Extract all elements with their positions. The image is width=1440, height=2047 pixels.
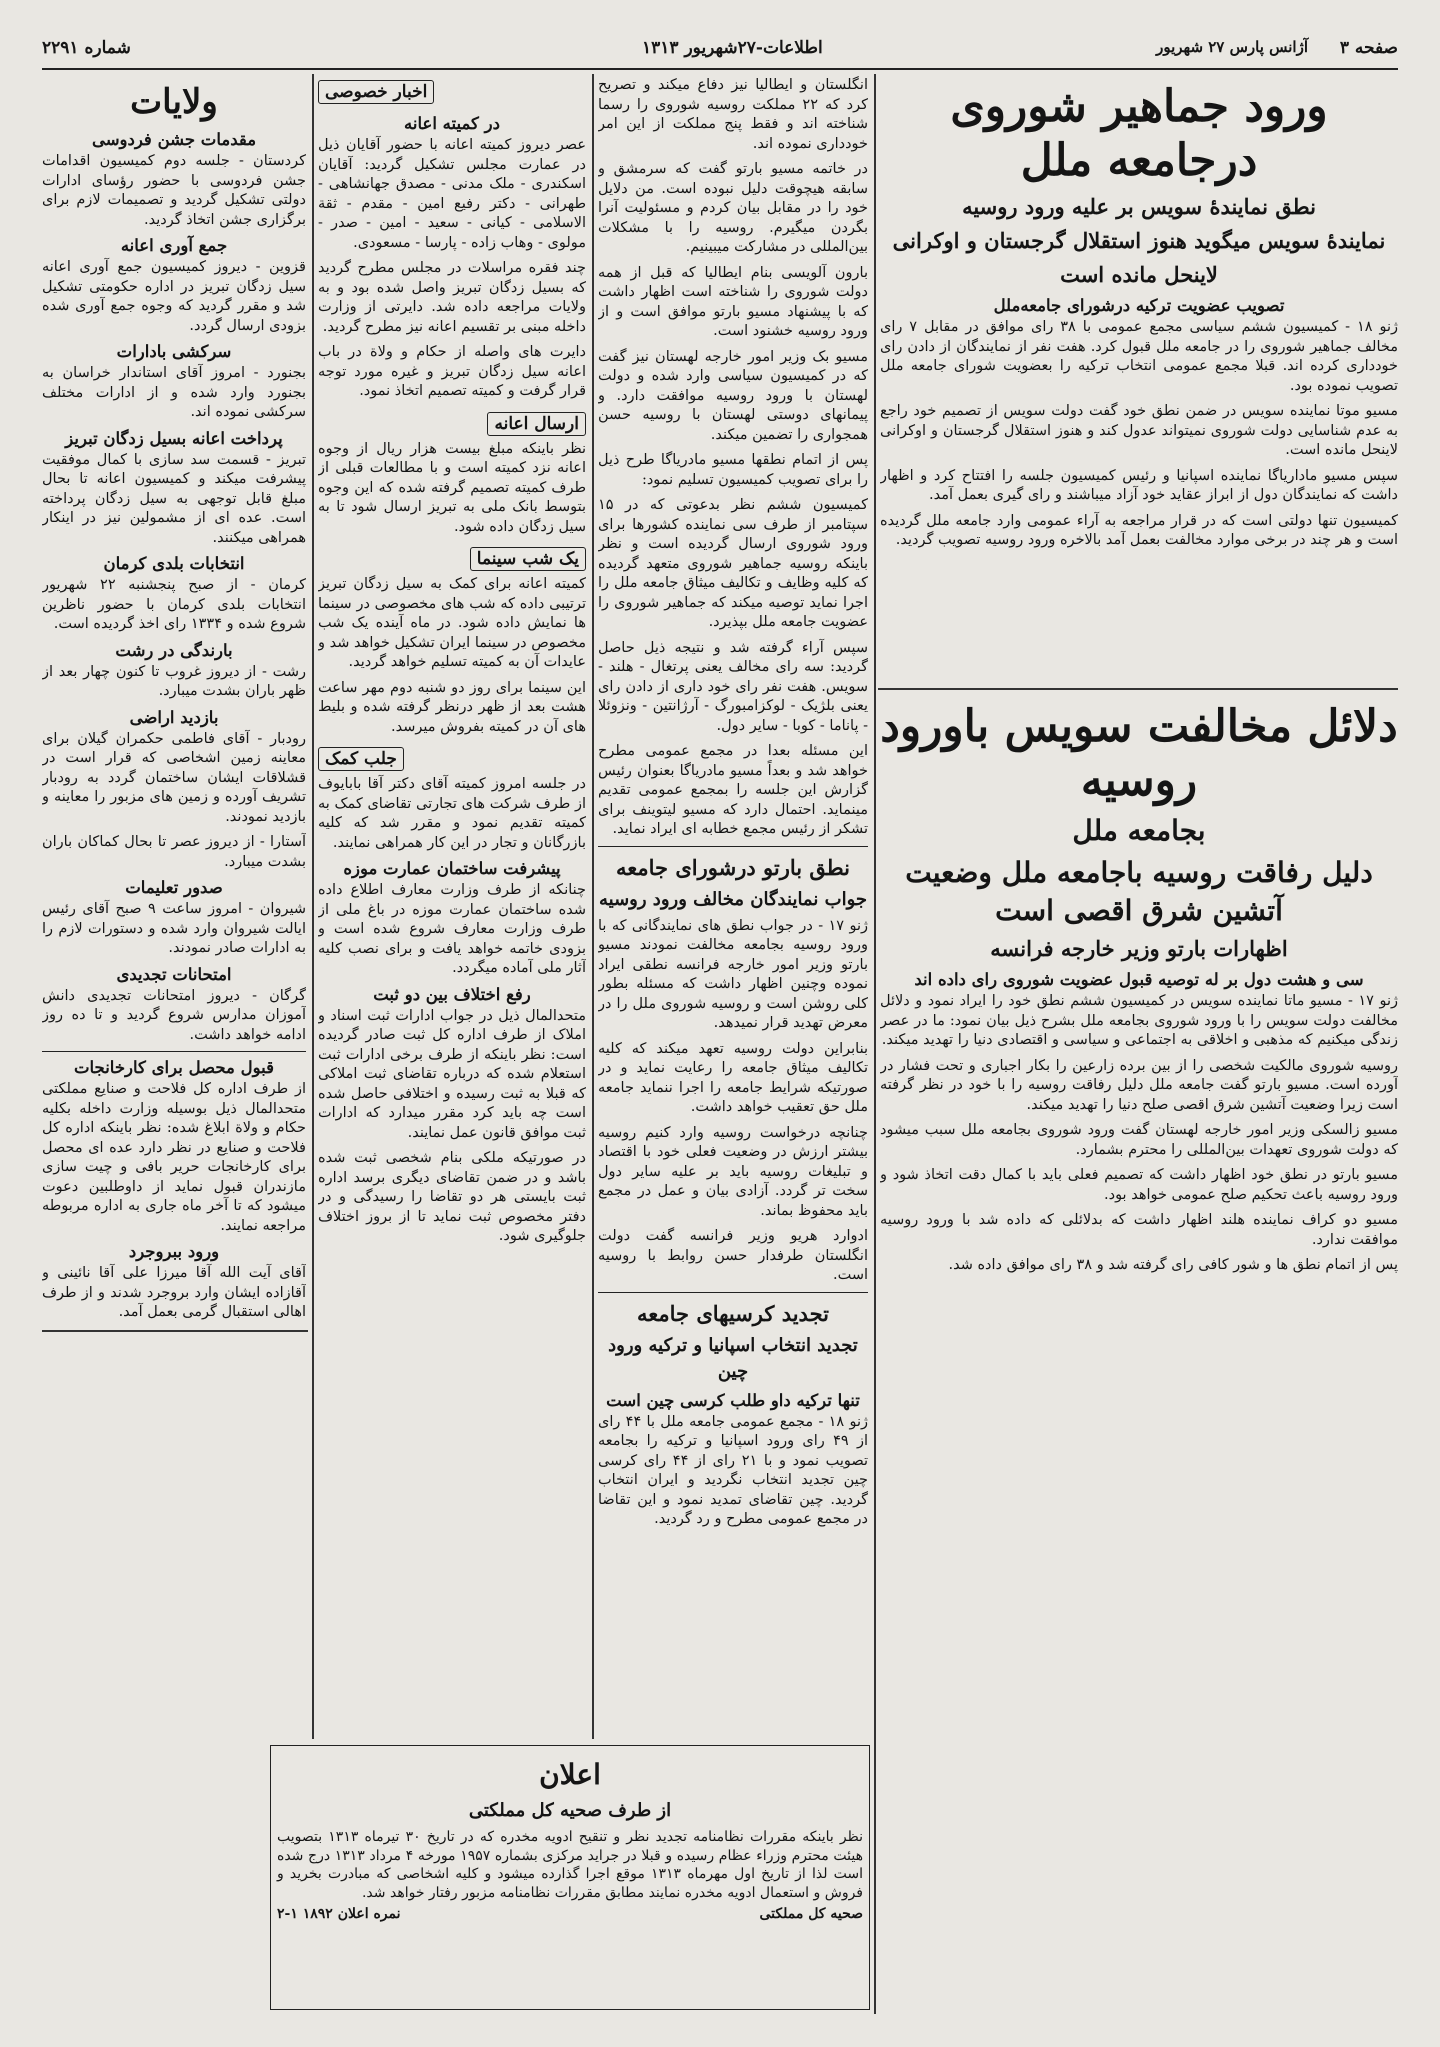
section-heading: مقدمات جشن فردوسی bbox=[91, 130, 257, 149]
column-divider bbox=[592, 74, 594, 1739]
article-paragraph: کرمان - از صبح پنجشنبه ۲۲ شهریور انتخابات بلدی کرمان با حضور ناظرین شروع شده و ۱۳۳۴ رای اخذ گردیده است. bbox=[42, 577, 306, 632]
column-divider bbox=[874, 74, 876, 2014]
article-paragraph: چنانکه از طرف وزارت معارف اطلاع داده شده ساختمان عمارت موزه در باغ ملی از طرف وزارت معارف شروع شده است و بزودی خاتمه خواهد یافت و برای نصب کلیه آثار ملی آماده میگردد. bbox=[318, 882, 586, 976]
article-paragraph: ژنو ۱۷ - مسیو ماتا نماینده سویس در کمیسیون ششم نطق خود را ایراد نمود و دلائل مخالفت دولت سویس را با ورود شوروی بجامعه ملل بشرح ذیل بیان نمود: ما در عصر زندگی میکنیم که مذهبی و اخلاقی به اجتماعی و سیاسی و اقتصادی دنیا را تهدید میکند. bbox=[880, 993, 1398, 1048]
subheadline: جواب نمایندگان مخالف ورود روسیه bbox=[598, 888, 867, 910]
article-paragraph: مسیو دو کراف نماینده هلند اظهار داشت که بدلائلی که داده شد با ورود روسیه موافقت ندارد. bbox=[880, 1212, 1398, 1248]
article-paragraph: کمیسیون تنها دولتی است که در قرار مراجعه به آراء عمومی وارد جامعه ملل گردیده است و هر چند در برخی موارد مخالفت بعمل آمد بالاخره ورود روسیه تصویب گردید. bbox=[880, 512, 1398, 548]
page-number: صفحه ۳ bbox=[1339, 38, 1398, 58]
section-box-label: ارسال اعانه bbox=[487, 412, 586, 436]
article-paragraph: ادوارد هریو وزیر فرانسه گفت دولت انگلستان طرفدار حسن روابط با روسیه است. bbox=[598, 1228, 868, 1283]
section-heading: قبول محصل برای کارخانجات bbox=[74, 1058, 274, 1077]
article-paragraph: بارون آلویسی بنام ایطالیا که قبل از همه دولت شوروی را شناخته است اظهار داشت که با پیشنهاد مسیو بارتو موافق است و از ورود روسیه خشنود است. bbox=[598, 264, 868, 339]
section-heading: رفع اختلاف بین دو ثبت bbox=[373, 984, 531, 1004]
subheadline: نطق نمایندهٔ سویس بر علیه ورود روسیه bbox=[962, 194, 1316, 219]
subheadline: نمایندهٔ سویس میگوید هنوز استقلال گرجستان و اوکرانی bbox=[892, 228, 1386, 253]
headline: تجدید کرسیهای جامعه bbox=[637, 1300, 829, 1326]
article-paragraph: مسیو بک وزیر امور خارجه لهستان نیز گفت که در کمیسیون سیاسی وارد شده و دولت لهستان با ورود روسیه موافقت دارد. و پیمانهای دوستی لهستان با روسیه حسن همجواری را تضمین میکند. bbox=[598, 348, 868, 443]
article-paragraph: متحدالمال ذیل در جواب ادارات ثبت اسناد و املاک از طرف اداره کل ثبت صادر گردیده است: نظر باینکه از طرف برخی ادارات ثبت استعلام شده که درباره تقاضای ثبت املاکی که قبلا به ثبت رسیده و اختلافی حاصل شده است چه باید کرد مقرر میدارد که ادارات ثبت موافق قانون عمل نمایند. bbox=[318, 1007, 586, 1141]
section-heading: امتحانات تجدیدی bbox=[116, 964, 232, 984]
article-paragraph: نظر باینکه مبلغ بیست هزار ریال از وجوه اعانه نزد کمیته است و با مطالعات قبلی از طرف کمیته تصمیم گرفته شده که این وجوه بتوسط بانک ملی به تبریز ارسال شود تا به سیل زدگان داده شود. bbox=[318, 440, 586, 535]
article-paragraph: کردستان - جلسه دوم کمیسیون اقدامات جشن فردوسی با حضور رؤسای ادارات دولتی تشکیل گردید و تصمیمات لازم برای برگزاری جشن اتخاذ گردید. bbox=[42, 153, 306, 228]
article-paragraph: قزوین - دیروز کمیسیون جمع آوری اعانه سیل زدگان تبریز در اداره حکومتی تشکیل شد و مقرر گردید که وجوه جمع آوری شده بزودی ارسال گردد. bbox=[42, 259, 306, 334]
article-paragraph: بجنورد - امروز آقای استاندار خراسان به بجنورد وارد شده و از ادارات مختلف سرکشی نموده اند. bbox=[42, 365, 306, 420]
subheadline: لاینحل مانده است bbox=[1060, 262, 1218, 287]
article-paragraph: بنابراین دولت روسیه تعهد میکند که کلیه تکالیف میثاق جامعه را رعایت نماید و در صورتیکه شرایط جامعه را اجرا ننماید جامعه ملل حق تعقیب خواهد داشت. bbox=[598, 1040, 868, 1115]
article-paragraph: مسیو زالسکی وزیر امور خارجه لهستان گفت ورود شوروی بجامعه ملل سبب میشود که دولت شوروی تعهدات بین‌المللی را محترم بشمارد. bbox=[880, 1122, 1398, 1158]
article-paragraph: گرگان - دیروز امتحانات تجدیدی دانش آموزان مدارس شروع گردید و تا ده روز ادامه خواهد داشت. bbox=[42, 987, 306, 1043]
article-paragraph: در خاتمه مسیو بارتو گفت که سرمشق و سابقه هیچوقت دلیل نبوده است. من دلایل خود را در مقابل بیان کردم و مسئولیت آنرا بگردن میگیرم. روسیه را با مشکلات بین‌المللی در مشارکت میبینیم. bbox=[598, 161, 868, 255]
divider bbox=[598, 1292, 868, 1293]
advert-signature: صحیه کل مملکتی bbox=[759, 1906, 863, 1922]
article-paragraph: شیروان - امروز ساعت ۹ صبح آقای رئیس ایالت شیروان وارد شده و دستورات لازم را به ادارات صادر نمودند. bbox=[42, 901, 306, 956]
story-provinces bbox=[42, 76, 306, 1738]
article-paragraph: چنانچه درخواست روسیه وارد کنیم روسیه بیشتر ارزش در وضعیت فعلی خود با اقتصاد و تبلیغات روسیه باید بر علیه سایر دول سخت تر گردد. آزادی بیان و عمل در مجمع باید محفوظ بماند. bbox=[598, 1124, 868, 1219]
divider bbox=[598, 846, 868, 847]
section-box-label: اخبار خصوصی bbox=[318, 80, 434, 104]
advert-body: نظر باینکه مقررات نظامنامه تجدید نظر و تنقیح ادویه مخدره که در تاریخ ۳۰ تیرماه ۱۳۱۳ بتصویب هیئت محترم وزراء عظام رسیده و قبلا در جراید مرکزی بشماره ۱۹۵۷ مورخه ۴ مرداد ۱۳۱۳ درج شده است لذا از تاریخ اول مهرماه ۱۳۱۳ موقع اجرا گذارده میشود و کلیه اشخاصی که مبادرت بخرید و فروش و استعمال ادویه مخدره نمایند مطابق مقررات نظامنامه مزبور رفتار خواهد شد. bbox=[277, 1829, 864, 1901]
subheadline: تجدید انتخاب اسپانیا و ترکیه ورود چین bbox=[608, 1334, 858, 1382]
masthead bbox=[42, 34, 1398, 70]
article-paragraph: چند فقره مراسلات در مجلس مطرح گردید که بسیل زدگان تبریز واصل شده بود و به ولایات مراجعه داده شد. دایرتی از وزارت داخله مبنی بر تقسیم اعانه نیز مطرح گردید. bbox=[318, 260, 586, 335]
story-private-news bbox=[318, 76, 586, 1738]
story-barthou bbox=[598, 76, 868, 2014]
article-paragraph: در صورتیکه ملکی بنام شخصی ثبت شده باشد و در ضمن تقاضای دیگری برسد اداره ثبت بایستی هر دو تقاضا را رسیدگی و در دفتر مخصوص ثبت نماید تا از بروز اختلاف جلوگیری شود. bbox=[318, 1150, 586, 1244]
column-divider bbox=[312, 74, 314, 1739]
article-paragraph: مسیو بارتو در نطق خود اظهار داشت که تصمیم فعلی باید با کمال دقت اتخاذ شود و ورود روسیه باعث تحکیم صلح عمومی خواهد بود. bbox=[880, 1167, 1398, 1203]
headline: ورود جماهیر شوروی درجامعه ملل bbox=[950, 81, 1328, 186]
article-paragraph: از طرف اداره کل فلاحت و صنایع مملکتی متحدالمال ذیل بوسیله وزارت داخله بکلیه حکام و ولاة ابلاغ شده: نظر باینکه اداره کل فلاحت و صنایع در نظر دارد عده ای محصل برای کارخانجات حریر بافی و چیت سازی مازندران قبول نماید از داوطلبین دعوت میشود که تا آخر ماه جاری به اداره مربوطه مراجعه نمایند. bbox=[42, 1081, 306, 1234]
article-paragraph: روسیه شوروی مالکیت شخصی را از بین برده زارعین را بکار اجباری و تحت فشار در آورده است. مسیو بارتو گفت جامعه ملل دلیل رفاقت روسیه را با خود در نظر گرفته است زیرا وضعیت آتشین شرق اقصی صلح دنیا را تهدید میکند. bbox=[880, 1057, 1398, 1113]
divider bbox=[42, 1051, 306, 1052]
article-paragraph: این مسئله بعدا در مجمع عمومی مطرح خواهد شد و بعداً مسیو مادریاگا بعنوان رئیس گزارش این جلسه را بمجمع عمومی تقدیم مینماید. احتمال دارد که مسیو لیتوینف برای تشکر از رئیس مجمع خطابه ای ایراد نماید. bbox=[598, 743, 868, 837]
advert-code: نمره اعلان ۱۸۹۲ ۱-۲ bbox=[277, 1906, 401, 1922]
subheadline: دلیل رفاقت روسیه باجامعه ملل وضعیت آتشین شرق اقصی است bbox=[905, 856, 1373, 927]
headline: نطق بارتو درشورای جامعه bbox=[616, 854, 850, 880]
article-paragraph: پس از اتمام نطق ها و شور کافی رای گرفته شد و ۳۸ رای موافق داده شد. bbox=[948, 1257, 1398, 1273]
headline-line2: بجامعه ملل bbox=[1072, 814, 1206, 847]
article-paragraph: ژنو ۱۸ - کمیسیون ششم سیاسی مجمع عمومی با ۳۸ رای موافق در مقابل ۷ رای مخالف جماهیر شوروی را در جامعه ملل قبول کرد. هفت نفر از نمایندگان از دادن رای خودداری کرده اند. قبلا مجمع عمومی انتخاب ترکیه را بعضویت شورای جامعه ملل تصویب نموده بود. bbox=[880, 319, 1398, 394]
article-paragraph: ژنو ۱۷ - در جواب نطق های نمایندگانی که با ورود روسیه بجامعه مخالفت نمودند مسیو بارتو وزیر امور خارجه فرانسه نطقی ایراد نموده وچنین اظهار داشت که مسئله بطور کلی روشن است و روسیه شوروی ملل را در معرض تهدید قرار نمیدهد. bbox=[598, 917, 868, 1031]
article-paragraph: سپس آراء گرفته شد و نتیجه ذیل حاصل گردید: سه رای مخالف یعنی پرتغال - هلند - سویس. هفت نفر رای خود داری از دادن رای یعنی بلژیک - لوکزامبورگ - آرژانتین - ونزوئلا - پاناما - کوبا - سایر دول. bbox=[598, 639, 868, 734]
section-box-label: جلب کمک bbox=[318, 747, 404, 771]
article-paragraph: آقای آیت الله آقا میرزا علی آقا نائینی و آقازاده ایشان وارد بروجرد شدند و از طرف اهالی استقبال گرمی بعمل آمد. bbox=[42, 1265, 306, 1320]
section-heading: تنها ترکیه داو طلب کرسی چین است bbox=[606, 1390, 860, 1410]
issue-number: شماره ۲۲۹۱ bbox=[42, 38, 131, 58]
article-paragraph: عصر دیروز کمیته اعانه با حضور آقایان ذیل در عمارت مجلس تشکیل گردید: آقایان اسکندری - ملک مدنی - مصدق جهانشاهی - طهرانی - دکتر رفیع امین - مقدم - ثقة الاسلامی - کیانی - سعید - امین - صدر - مولوی - وهاب زاده - پارسا - مسعودی. bbox=[318, 137, 586, 251]
article-paragraph: سپس مسیو ماداریاگا نماینده اسپانیا و رئیس کمیسیون جلسه را افتتاح کرد و اظهار داشت که نمایندگان دول از ابراز عقاید خود آزاد میباشند و رای گیری بعمل آمد. bbox=[880, 467, 1398, 503]
story-divider bbox=[878, 688, 1398, 690]
article-paragraph: آستارا - از دیروز عصر تا بحال کماکان باران بشدت میبارد. bbox=[42, 834, 306, 870]
article-paragraph: ژنو ۱۸ - مجمع عمومی جامعه ملل با ۴۴ رای از ۴۹ رای ورود اسپانیا و ترکیه را بجامعه تصویب نمود و با ۲۱ رای از ۴۴ رای کرسی چین تجدید انتخاب نگردید و ایران انتخاب گردید. چین تقاضای تمدید نمود و این تقاضا در مجمع عمومی مطرح و رد گردید. bbox=[598, 1413, 868, 1527]
section-heading: انتخابات بلدی کرمان bbox=[103, 554, 245, 573]
section-heading: بارندگی در رشت bbox=[115, 640, 233, 660]
article-paragraph: در جلسه امروز کمیته آقای دکتر آقا بابایوف از طرف شرکت های تجارتی تقاضای کمک به کمیته تقدیم نمود و مقرر شد که کلیه بازرگانان و تجار در این کار همراهی نمایند. bbox=[318, 776, 586, 851]
article-paragraph: رودبار - آقای فاطمی حکمران گیلان برای معاینه زمین اشخاصی که قرار است در قشلاقات ایشان ساختمان گردد به رودبار تشریف آورده و زمین های مزبور را معاینه و بازدید نمودند. bbox=[42, 730, 306, 825]
article-paragraph: پس از اتمام نطقها مسیو مادریاگا طرح ذیل را برای تصویب کمیسیون تسلیم نمود: bbox=[598, 452, 868, 488]
article-paragraph: دایرت های واصله از حکام و ولاة در باب اعانه سیل زدگان تبریز و غیره مورد توجه قرار گرفت و کمیته تصمیم اتخاذ نمود. bbox=[318, 344, 586, 399]
section-heading: سی و هشت دول بر له توصیه قبول عضویت شوروی رای داده اند bbox=[914, 970, 1364, 989]
article-paragraph: این سینما برای روز دو شنبه دوم مهر ساعت هشت بعد از ظهر درنظر گرفته شده و بلیط های آن در کمیته بفروش میرسد. bbox=[318, 679, 586, 735]
section-heading: پیشرفت ساختمان عمارت موزه bbox=[343, 859, 561, 878]
advert-subtitle: از طرف صحیه کل مملکتی bbox=[468, 1800, 672, 1821]
agency-label: آژانس پارس ۲۷ شهریور bbox=[1156, 38, 1308, 56]
section-heading: تصویب عضویت ترکیه درشورای جامعه‌ملل bbox=[993, 296, 1285, 315]
article-paragraph: کمیسیون ششم نظر بدعوتی که در ۱۵ سپتامبر از طرف سی نماینده کشورها برای ورود شوروی ارسال گردیده است و نظر باینکه روسیه جماهیر شوروی متعهد گردیده که کلیه وظایف و تکالیف میثاق جامعه ملل را اجرا نماید توصیه میکند که جماهیر شوروی را عضویت جامعه ملل بپذیرد. bbox=[598, 497, 868, 630]
article-paragraph: رشت - از دیروز غروب تا کنون چهار بعد از ظهر باران بشدت میبارد. bbox=[42, 663, 306, 699]
advertisement-box bbox=[270, 1745, 870, 2010]
headline: دلائل مخالفت سویس باورود روسیه bbox=[880, 701, 1398, 806]
advert-title: اعلان bbox=[539, 1758, 601, 1791]
section-heading: ورود ببروجرد bbox=[128, 1242, 220, 1261]
article-paragraph: انگلستان و ایطالیا نیز دفاع میکند و تصریح کرد که ۲۲ مملکت روسیه شوروی را رسما شناخته اند و فقط پنج مملکت از این امر خودداری نموده اند. bbox=[598, 77, 868, 152]
article-paragraph: تبریز - قسمت سد سازی با کمال موفقیت پیشرفت میکند و کمیسیون اعانه تا بحال مبلغ قابل توجهی به سیل زدگان پرداخته است. عده ای از مشمولین نیز در اینکار همراهی میکنند. bbox=[42, 451, 306, 546]
issue-date: اطلاعات-۲۷شهریور ۱۳۱۳ bbox=[642, 38, 823, 58]
section-heading: بازدید اراضی bbox=[129, 707, 219, 727]
section-box-label: یک شب سینما bbox=[470, 547, 586, 571]
article-paragraph: کمیته اعانه برای کمک به سیل زدگان تبریز ترتیبی داده که شب های مخصوصی در سینما ها نمایش داده شود. در ماه آینده یک شب مخصوص در سینما ایران تشکیل خواهد شد و عایدات آن به کمیته تسلیم خواهد گردید. bbox=[318, 576, 586, 670]
section-heading: در کمیته اعانه bbox=[404, 114, 500, 133]
section-heading: جمع آوری اعانه bbox=[120, 236, 228, 255]
section-heading: صدور تعلیمات bbox=[125, 878, 223, 897]
section-heading: سرکشی بادارات bbox=[116, 342, 232, 361]
subheadline: اظهارات بارتو وزیر خارجه فرانسه bbox=[990, 936, 1288, 961]
story-soviet-league bbox=[880, 76, 1398, 684]
headline: ولایات bbox=[130, 82, 218, 122]
article-paragraph: مسیو موتا نماینده سویس در ضمن نطق خود گفت دولت سویس از تصمیم خود راجع به عدم شناسایی دولت شوروی نمیتواند عدول کند و هنوز استقلال گرجستان و اوکرانی لاینحل مانده است. bbox=[880, 403, 1398, 458]
section-heading: پرداخت اعانه بسیل زدگان تبریز bbox=[65, 428, 283, 448]
story-swiss-opposition bbox=[880, 696, 1398, 2014]
